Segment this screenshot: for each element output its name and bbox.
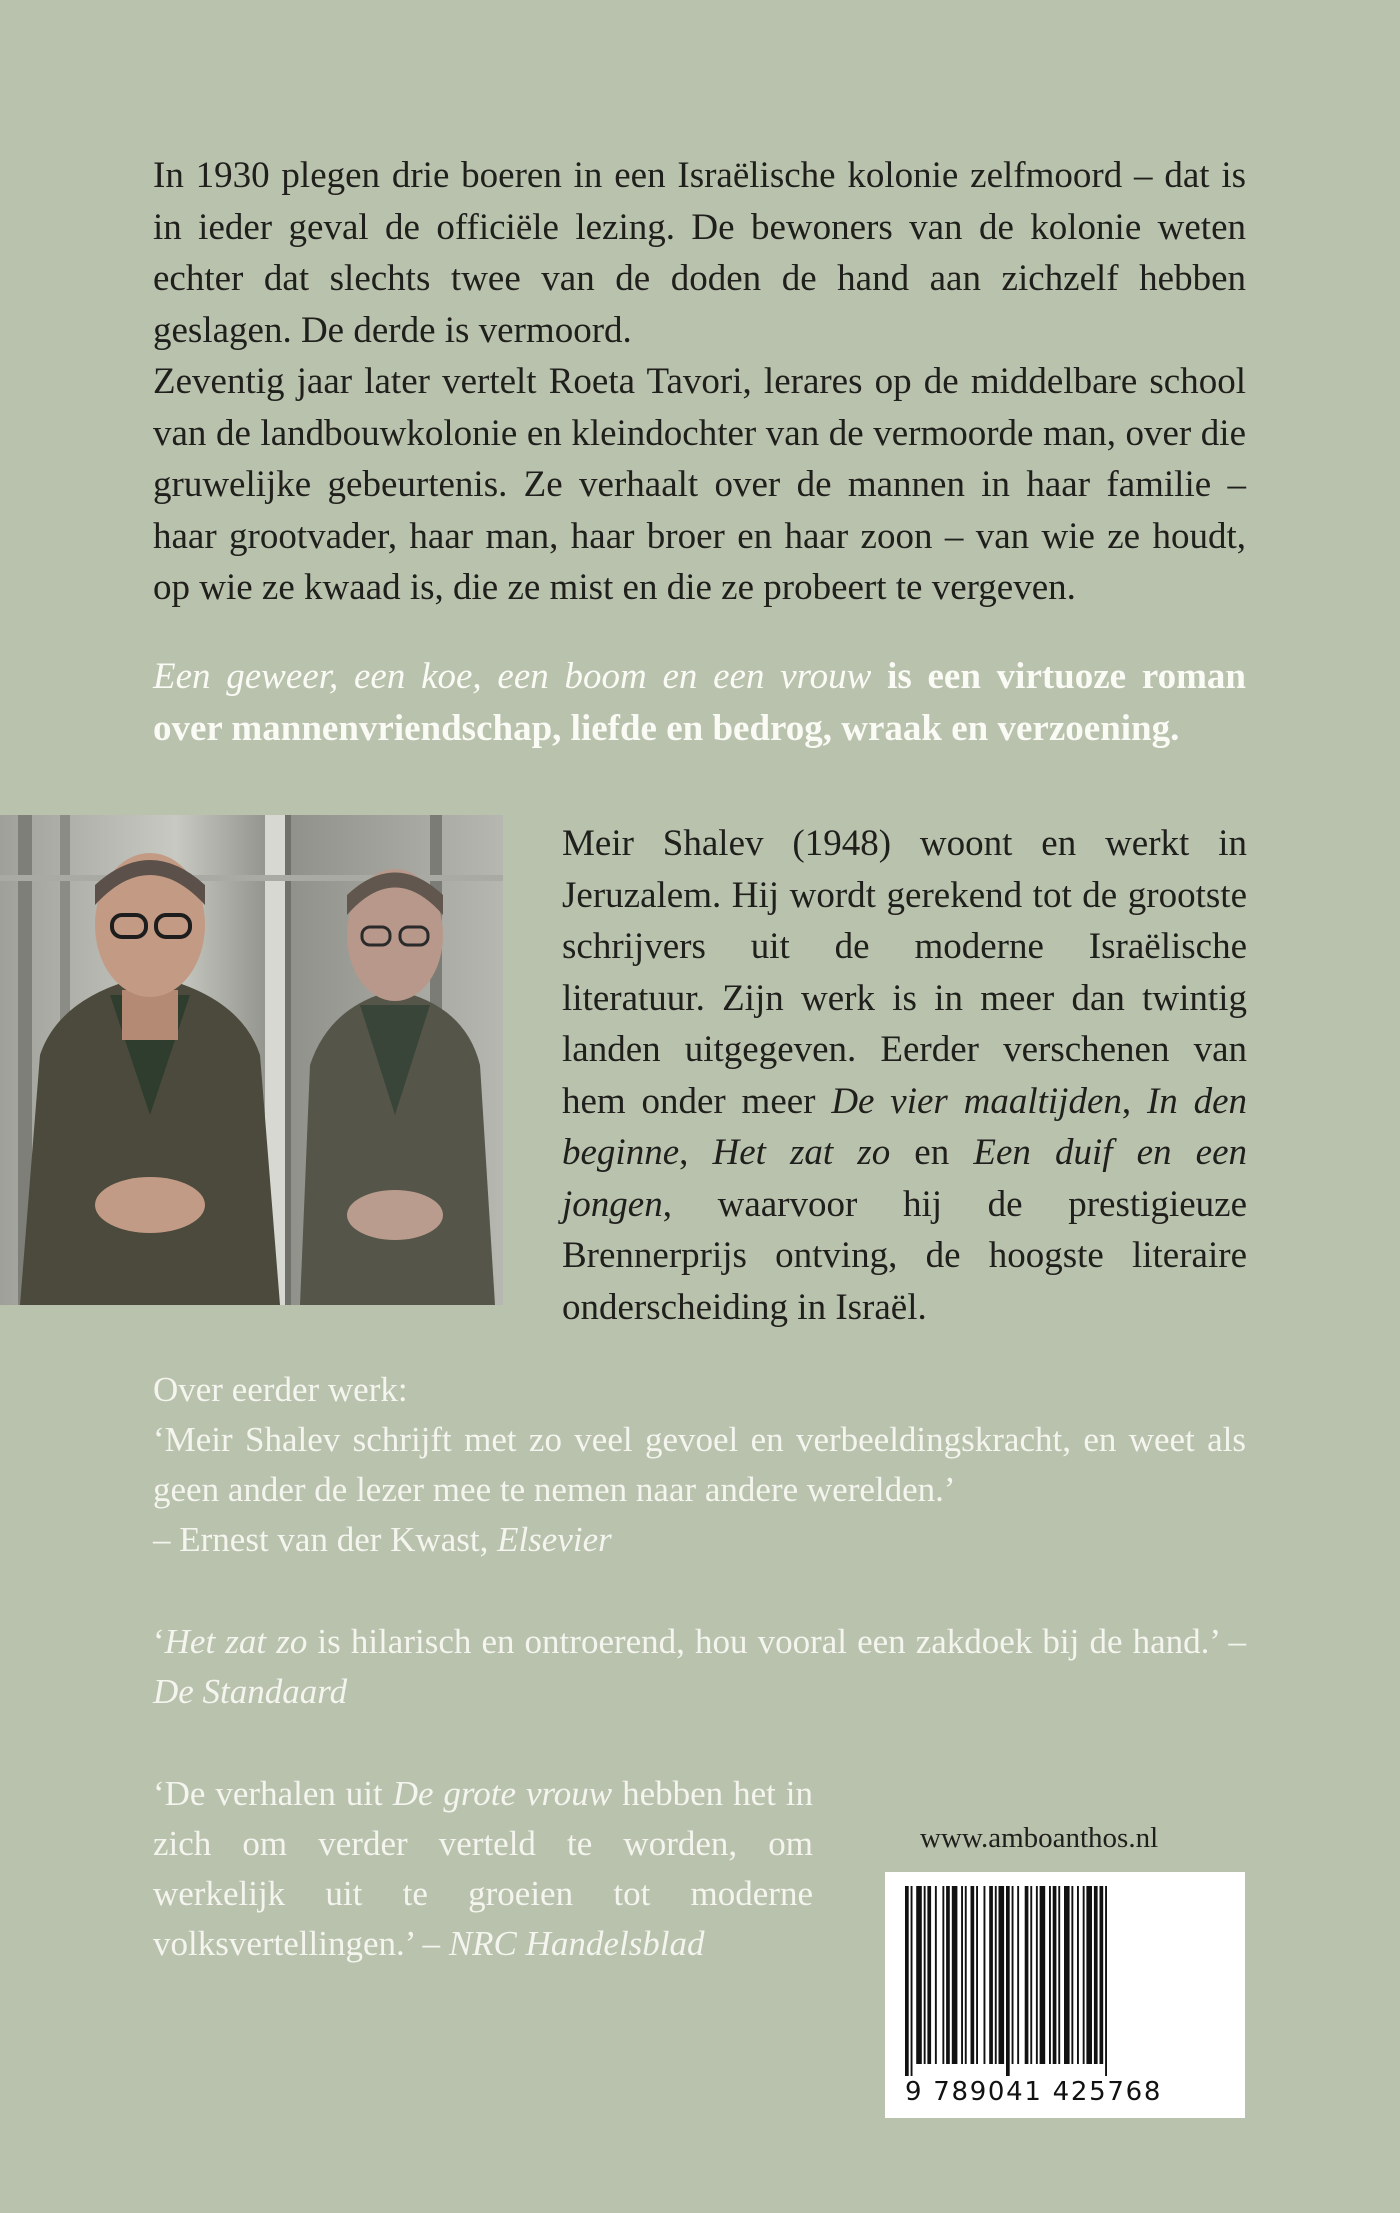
isbn-digits: 9 789041 425768 xyxy=(905,2077,1163,2107)
book-title: In den beginne xyxy=(562,1080,1247,1173)
barcode-bar xyxy=(935,1886,937,2064)
barcode-bar xyxy=(1006,1886,1010,2076)
barcode-bar xyxy=(1077,1886,1079,2064)
author-photo xyxy=(0,815,503,1305)
barcode-bar xyxy=(1025,1886,1029,2064)
barcode-bar xyxy=(905,1886,909,2076)
intro-paragraph-2: Zeventig jaar later vertelt Roeta Tavori, lerares op de middelbare school van de landbouwkolonie en kleindochter van de vermoorde man, over die gruwelijke gebeurtenis. Ze verhaalt over de mannen in haar familie – haar grootvader, haar man, haar broer en haar zoon – van wie ze houdt, op wie ze kwaad is, die ze mist en die ze probeert te vergeven. xyxy=(153,361,1246,608)
barcode-bar xyxy=(1040,1886,1046,2064)
barcode-bar xyxy=(1100,1886,1104,2064)
review-quote xyxy=(153,1617,1246,1717)
book-title: Het zat zo xyxy=(712,1132,891,1173)
bio-text: en xyxy=(890,1132,974,1173)
barcode-bar xyxy=(1012,1886,1014,2064)
barcode-bar xyxy=(911,1886,913,2076)
barcode-bar xyxy=(976,1886,978,2064)
review-quote xyxy=(153,1769,813,1969)
author-bio xyxy=(562,818,1247,1333)
barcode-bar xyxy=(1071,1886,1073,2064)
quote-source: Elsevier xyxy=(497,1520,612,1559)
publisher-website: www.amboanthos.nl xyxy=(920,1822,1159,1854)
barcode-bar xyxy=(1105,1886,1107,2076)
bio-text: , xyxy=(1121,1080,1147,1122)
barcode-bar xyxy=(984,1886,986,2064)
barcode xyxy=(885,1872,1245,2118)
barcode-bar xyxy=(1053,1886,1057,2064)
barcode-bar xyxy=(946,1886,950,2064)
quote-source: NRC Handelsblad xyxy=(448,1924,705,1963)
barcode-bar xyxy=(927,1886,931,2064)
quote-text: is hilarisch en ontroerend, hou vooral een zakdoek bij de hand.’ – xyxy=(307,1622,1246,1661)
tagline xyxy=(153,651,1246,754)
barcode-bar xyxy=(995,1886,997,2064)
bio-text: , xyxy=(679,1132,713,1173)
quotes-heading: Over eerder werk: xyxy=(153,1370,408,1409)
barcode-bar xyxy=(1058,1886,1060,2064)
barcode-bar xyxy=(989,1886,993,2064)
quote-text: hebben het in zich om verder verteld te worden, om werkelijk uit te groeien tot moderne volksvertellingen.’ – xyxy=(153,1774,813,1963)
bio-text: Meir Shalev (1948) woont en werkt in Jeruzalem. Hij wordt gerekend tot de grootste schrijvers uit de moderne Israëlische literatuur. Zijn werk is in meer dan twintig landen uitgegeven. Eerder verschenen van hem onder meer xyxy=(562,823,1247,1122)
quote-source: De Standaard xyxy=(153,1672,348,1711)
barcode-bar xyxy=(1094,1886,1098,2064)
barcode-bar xyxy=(999,1886,1005,2064)
quote-text: ‘Meir Shalev schrijft met zo veel gevoel en verbeeldingskracht, en weet als geen ander de lezer mee te nemen naar andere werelden.’ xyxy=(153,1420,1246,1509)
bio-text: , waarvoor hij de prestigieuze Brennerprijs ontving, de hoogste literaire onderscheiding in Israël. xyxy=(562,1183,1247,1328)
quote-text: ‘De verhalen uit xyxy=(153,1774,393,1813)
barcode-bar xyxy=(961,1886,963,2064)
barcode-bar xyxy=(965,1886,967,2064)
quote-source: – Ernest van der Kwast, xyxy=(153,1520,498,1559)
barcode-bar xyxy=(916,1886,922,2064)
book-title: Een geweer, een koe, een boom en een vrouw xyxy=(153,656,872,697)
book-title: De grote vrouw xyxy=(392,1774,613,1813)
barcode-bars xyxy=(885,1872,1245,2077)
barcode-bar xyxy=(1030,1886,1032,2064)
book-title: De vier maaltijden xyxy=(831,1080,1122,1122)
tagline-text: is een virtuoze roman over mannenvriendschap, liefde en bedrog, wraak en verzoening. xyxy=(153,656,1247,749)
quote-text: ‘ xyxy=(153,1622,165,1661)
book-title: Het zat zo xyxy=(164,1622,308,1661)
barcode-bar xyxy=(1017,1886,1019,2064)
intro-text xyxy=(153,150,1246,614)
barcode-bar xyxy=(924,1886,926,2064)
barcode-bar xyxy=(971,1886,975,2064)
barcode-bar xyxy=(952,1886,958,2064)
barcode-bar xyxy=(1036,1886,1038,2064)
barcode-bar xyxy=(1049,1886,1051,2064)
barcode-bar xyxy=(1083,1886,1085,2064)
barcode-bar xyxy=(1086,1886,1092,2064)
review-quote xyxy=(153,1365,1246,1565)
barcode-bar xyxy=(942,1886,944,2064)
intro-paragraph-1: In 1930 plegen drie boeren in een Israëlische kolonie zelfmoord – dat is in ieder geval de officiële lezing. De bewoners van de kolonie weten echter dat slechts twee van de doden de hand aan zichzelf hebben geslagen. De derde is vermoord. xyxy=(153,155,1246,351)
barcode-bar xyxy=(1064,1886,1070,2064)
book-title: Een duif en een jongen xyxy=(562,1132,1248,1225)
